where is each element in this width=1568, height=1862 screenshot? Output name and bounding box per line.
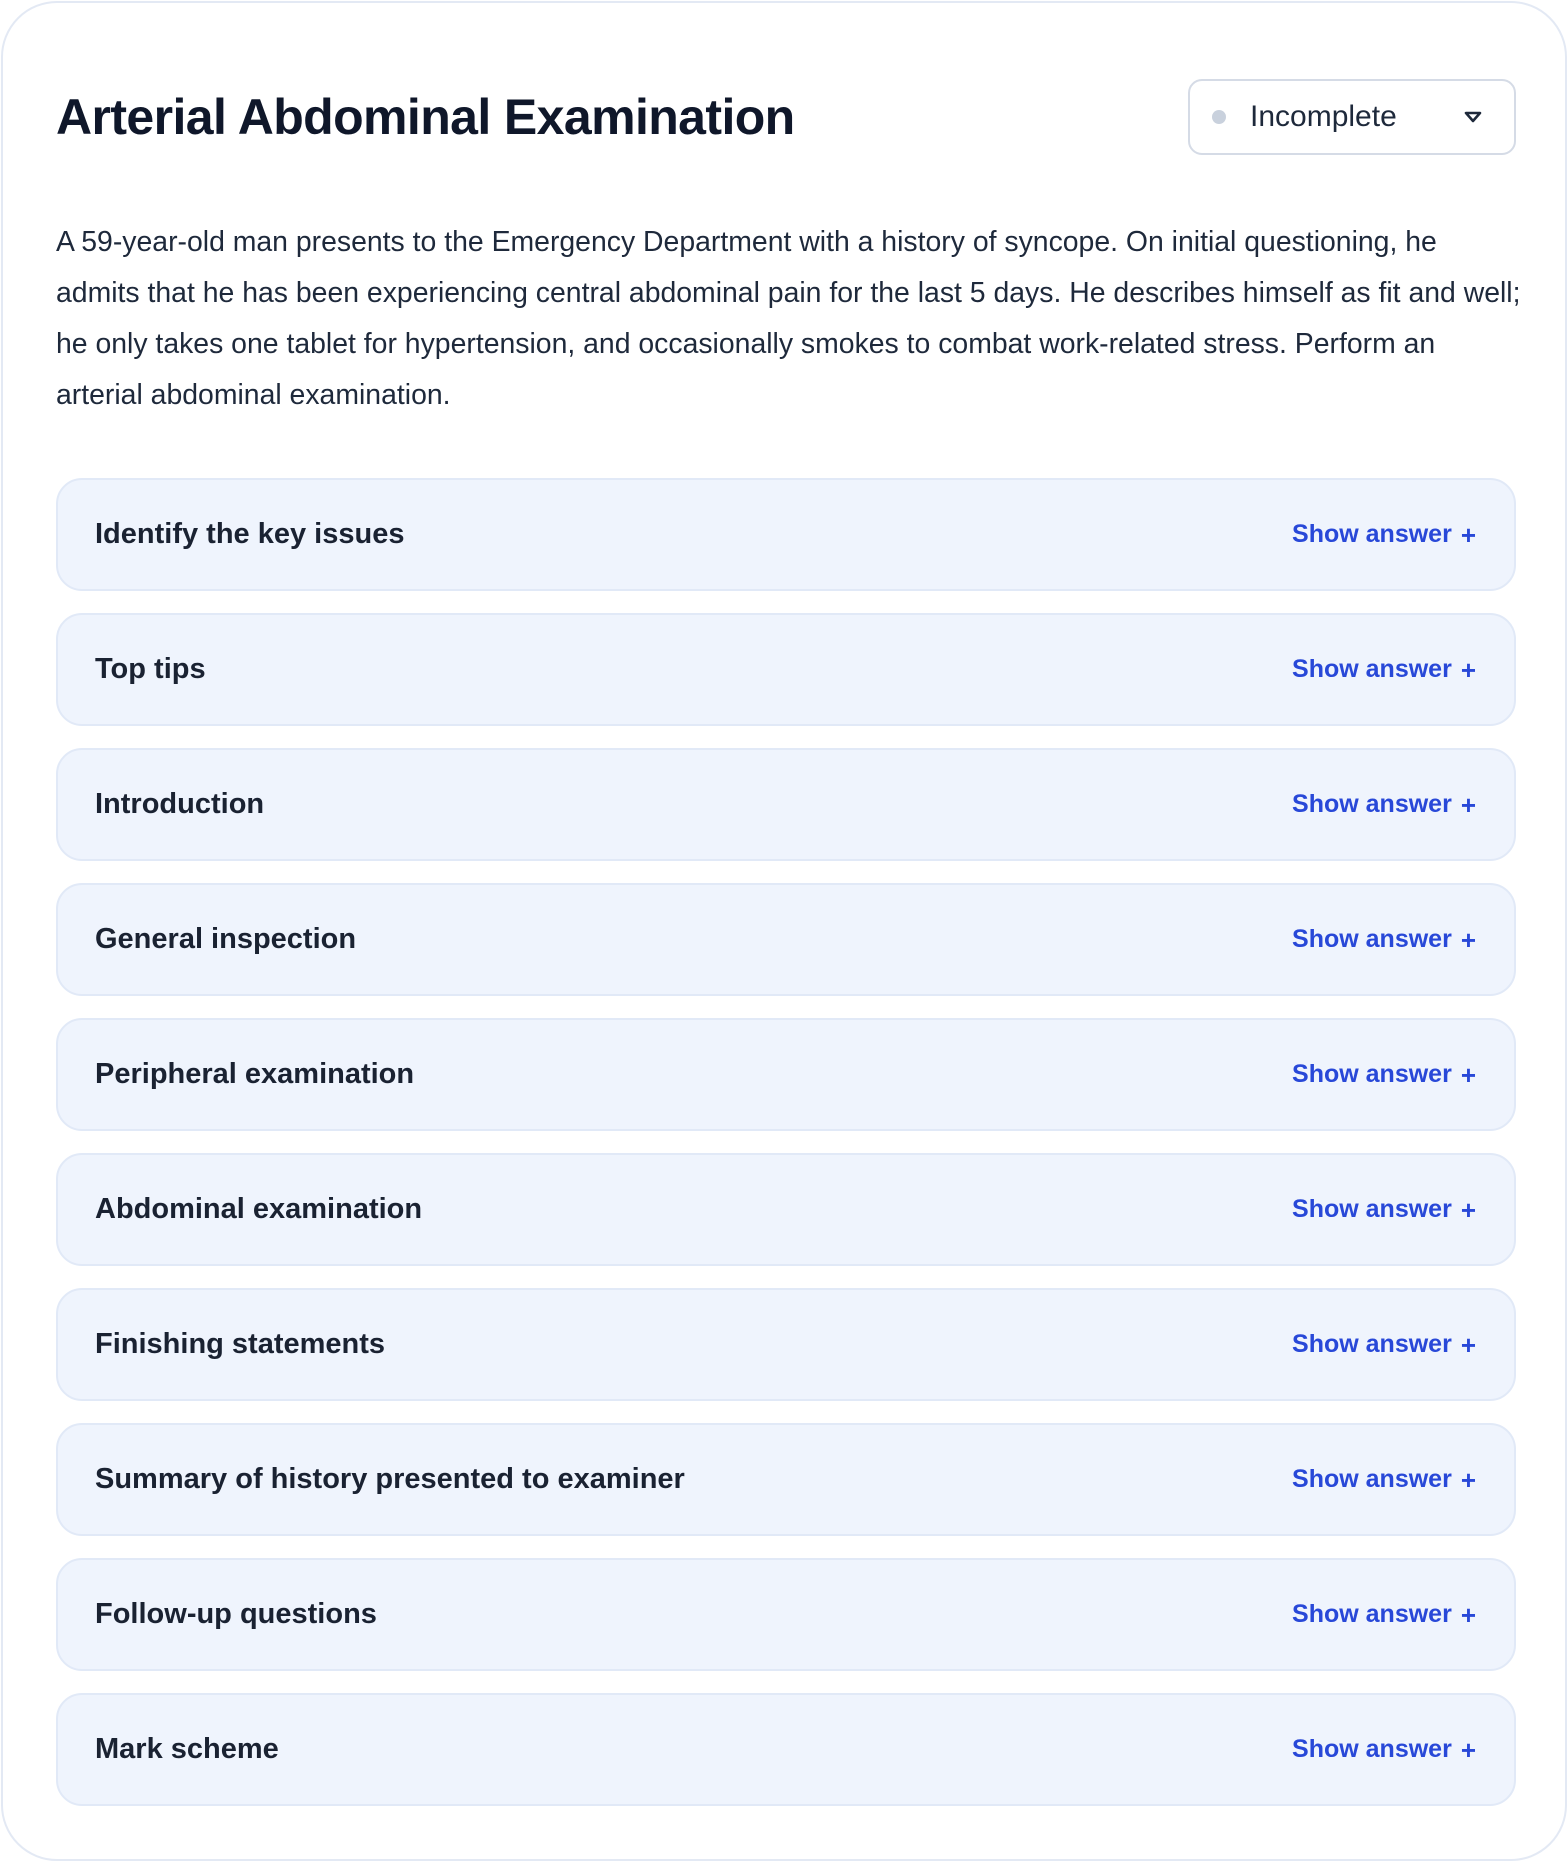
status-dropdown[interactable] bbox=[1188, 79, 1516, 155]
section-title: Introduction bbox=[95, 788, 265, 820]
answer-sections bbox=[56, 478, 1516, 1828]
plus-icon: + bbox=[1460, 1194, 1476, 1225]
show-answer-label: Show answer bbox=[1292, 1195, 1452, 1223]
section-summary-of-history[interactable] bbox=[56, 1423, 1516, 1536]
show-answer-button[interactable] bbox=[1292, 790, 1476, 819]
section-abdominal-examination[interactable] bbox=[56, 1153, 1516, 1266]
card-header bbox=[56, 79, 1516, 155]
section-general-inspection[interactable] bbox=[56, 883, 1516, 996]
show-answer-label: Show answer bbox=[1292, 925, 1452, 953]
show-answer-label: Show answer bbox=[1292, 790, 1452, 818]
status-dot-icon bbox=[1212, 110, 1226, 124]
show-answer-button[interactable] bbox=[1292, 1465, 1476, 1494]
show-answer-button[interactable] bbox=[1292, 1330, 1476, 1359]
plus-icon: + bbox=[1460, 924, 1476, 955]
show-answer-button[interactable] bbox=[1292, 925, 1476, 954]
show-answer-label: Show answer bbox=[1292, 520, 1452, 548]
section-title: General inspection bbox=[95, 923, 357, 955]
section-title: Peripheral examination bbox=[95, 1058, 415, 1090]
chevron-down-icon bbox=[1462, 108, 1484, 126]
plus-icon: + bbox=[1460, 1059, 1476, 1090]
show-answer-label: Show answer bbox=[1292, 655, 1452, 683]
show-answer-button[interactable] bbox=[1292, 1600, 1476, 1629]
plus-icon: + bbox=[1460, 789, 1476, 820]
section-follow-up-questions[interactable] bbox=[56, 1558, 1516, 1671]
status-label: Incomplete bbox=[1250, 100, 1397, 133]
show-answer-label: Show answer bbox=[1292, 1735, 1452, 1763]
section-identify-key-issues[interactable] bbox=[56, 478, 1516, 591]
section-title: Top tips bbox=[95, 653, 206, 685]
section-introduction[interactable] bbox=[56, 748, 1516, 861]
section-title: Mark scheme bbox=[95, 1733, 279, 1765]
section-title: Summary of history presented to examiner bbox=[95, 1463, 685, 1495]
section-title: Identify the key issues bbox=[95, 518, 405, 550]
plus-icon: + bbox=[1460, 654, 1476, 685]
plus-icon: + bbox=[1460, 1329, 1476, 1360]
case-description: A 59-year-old man presents to the Emergency Department with a history of syncope. On initial questioning, he admits that he has been experiencing central abdominal pain for the last 5 days. He describes himself as fit and well; he only takes one tablet for hypertension, and occasionally smokes to combat work-related stress. Perform an arterial abdominal examination. bbox=[56, 226, 1521, 411]
show-answer-button[interactable] bbox=[1292, 1060, 1476, 1089]
exam-card bbox=[1, 1, 1567, 1861]
plus-icon: + bbox=[1460, 1464, 1476, 1495]
section-mark-scheme[interactable] bbox=[56, 1693, 1516, 1806]
show-answer-label: Show answer bbox=[1292, 1600, 1452, 1628]
show-answer-button[interactable] bbox=[1292, 1195, 1476, 1224]
show-answer-button[interactable] bbox=[1292, 1735, 1476, 1764]
section-top-tips[interactable] bbox=[56, 613, 1516, 726]
section-peripheral-examination[interactable] bbox=[56, 1018, 1516, 1131]
show-answer-label: Show answer bbox=[1292, 1060, 1452, 1088]
section-finishing-statements[interactable] bbox=[56, 1288, 1516, 1401]
show-answer-label: Show answer bbox=[1292, 1465, 1452, 1493]
section-title: Finishing statements bbox=[95, 1328, 386, 1360]
plus-icon: + bbox=[1460, 519, 1476, 550]
plus-icon: + bbox=[1460, 1734, 1476, 1765]
show-answer-label: Show answer bbox=[1292, 1330, 1452, 1358]
section-title: Abdominal examination bbox=[95, 1193, 423, 1225]
show-answer-button[interactable] bbox=[1292, 520, 1476, 549]
show-answer-button[interactable] bbox=[1292, 655, 1476, 684]
plus-icon: + bbox=[1460, 1599, 1476, 1630]
page-title: Arterial Abdominal Examination bbox=[56, 89, 795, 145]
section-title: Follow-up questions bbox=[95, 1598, 377, 1630]
